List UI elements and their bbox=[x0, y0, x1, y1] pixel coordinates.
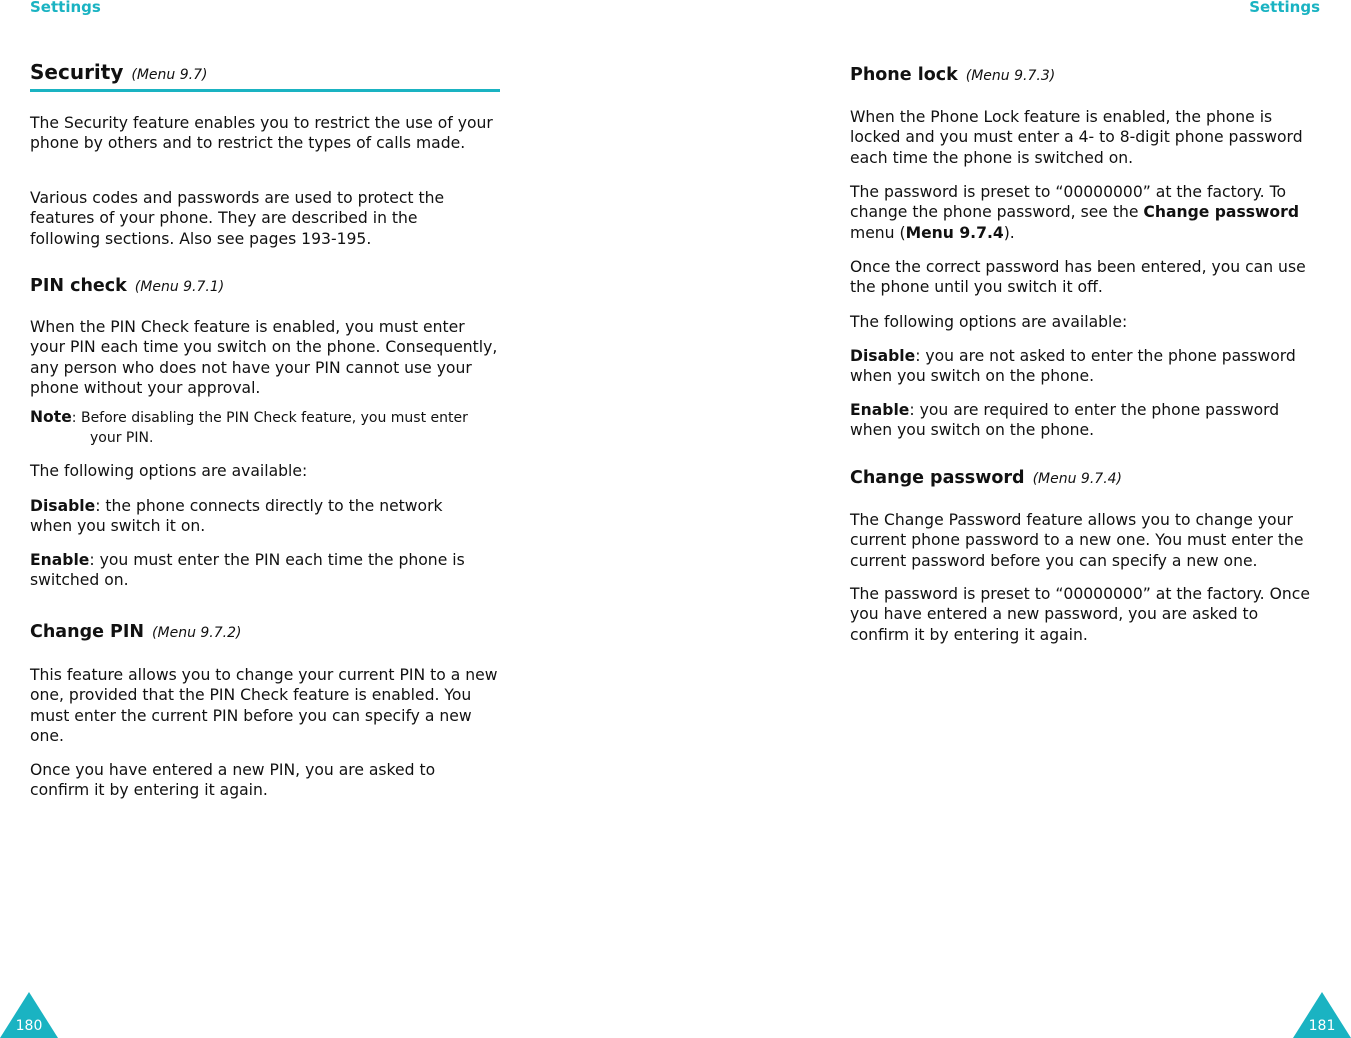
enable-label: Enable bbox=[30, 551, 90, 569]
note-text: : Before disabling the PIN Check feature, you must enter your PIN. bbox=[71, 410, 468, 446]
change-pin-title bbox=[30, 622, 241, 642]
disable-label: Disable bbox=[850, 347, 916, 365]
page-number-tab-right bbox=[1293, 992, 1351, 1038]
phone-lock-options-intro: The following options are available: bbox=[850, 313, 1128, 331]
running-header-right: Settings bbox=[1249, 0, 1320, 16]
p2-post: ). bbox=[1003, 223, 1015, 242]
phone-lock-paragraph-1: When the Phone Lock feature is enabled, the phone is locked and you must enter a 4- to 8-digit phone password each time the phone is switched on. bbox=[850, 108, 1303, 167]
change-password-title bbox=[850, 468, 1122, 488]
change-pin-menu-ref: (Menu 9.7.2) bbox=[152, 625, 242, 641]
enable-text: : you must enter the PIN each time the phone is switched on. bbox=[30, 551, 465, 590]
pin-check-title bbox=[30, 276, 224, 296]
p2-mid: menu ( bbox=[850, 223, 906, 242]
page-number-tab-left bbox=[0, 992, 58, 1038]
pin-check-options-intro: The following options are available: bbox=[30, 462, 308, 480]
enable-label: Enable bbox=[850, 401, 910, 419]
enable-text: : you are required to enter the phone password when you switch on the phone. bbox=[850, 401, 1280, 440]
pin-check-enable-option bbox=[30, 550, 500, 591]
security-title-text: Security bbox=[30, 60, 124, 84]
pin-check-menu-ref: (Menu 9.7.1) bbox=[134, 279, 225, 295]
change-password-menu-ref: (Menu 9.7.4) bbox=[1032, 471, 1123, 487]
phone-lock-disable-option bbox=[850, 346, 1325, 387]
change-password-paragraph-1: The Change Password feature allows you to change your current phone password to a new one. You must enter the current password before you can specify a new one. bbox=[850, 511, 1304, 570]
disable-text: : you are not asked to enter the phone password when you switch on the phone. bbox=[850, 347, 1296, 386]
phone-lock-paragraph-3: Once the correct password has been entered, you can use the phone until you switch it off. bbox=[850, 258, 1306, 297]
phone-lock-menu-ref: (Menu 9.7.3) bbox=[965, 68, 1056, 84]
security-title bbox=[30, 60, 207, 84]
pin-check-title-text: PIN check bbox=[30, 276, 127, 296]
page-number-181: 181 bbox=[1308, 1018, 1336, 1034]
security-paragraph-1: The Security feature enables you to restrict the use of your phone by others and to restrict the types of calls made. bbox=[30, 114, 493, 153]
running-header-left: Settings bbox=[30, 0, 101, 16]
disable-text: : the phone connects directly to the network when you switch it on. bbox=[30, 497, 443, 536]
menu-reference: Menu 9.7.4 bbox=[905, 223, 1004, 242]
change-password-reference: Change password bbox=[1143, 203, 1299, 222]
phone-lock-paragraph-2 bbox=[850, 182, 1325, 243]
page-number-180: 180 bbox=[15, 1018, 43, 1034]
security-menu-ref: (Menu 9.7) bbox=[131, 67, 208, 83]
title-underline-rule bbox=[30, 89, 500, 92]
security-paragraph-2: Various codes and passwords are used to protect the features of your phone. They are described in the following sections. Also see pages 193-195. bbox=[30, 189, 445, 248]
disable-label: Disable bbox=[30, 497, 96, 515]
phone-lock-enable-option bbox=[850, 400, 1320, 441]
pin-check-paragraph: When the PIN Check feature is enabled, you must enter your PIN each time you switch on the phone. Consequently, any person who does not have your PIN cannot use your phone without your approval. bbox=[30, 318, 498, 397]
change-pin-paragraph-1: This feature allows you to change your current PIN to a new one, provided that the PIN Check feature is enabled. You must enter the current PIN before you can specify a new one. bbox=[30, 666, 498, 745]
pin-check-disable-option bbox=[30, 496, 485, 537]
p2-pre: The password is preset to “00000000” at the factory. To change the phone password, see the bbox=[850, 183, 1286, 222]
change-pin-title-text: Change PIN bbox=[30, 622, 145, 642]
change-password-paragraph-2: The password is preset to “00000000” at the factory. Once you have entered a new password, you are asked to confirm it by entering it again. bbox=[850, 585, 1310, 644]
note-label: Note bbox=[30, 408, 72, 426]
change-pin-paragraph-2: Once you have entered a new PIN, you are asked to confirm it by entering it again. bbox=[30, 761, 436, 800]
phone-lock-title bbox=[850, 65, 1055, 85]
change-password-title-text: Change password bbox=[850, 468, 1025, 488]
phone-lock-title-text: Phone lock bbox=[850, 65, 958, 85]
pin-check-note bbox=[30, 407, 485, 448]
